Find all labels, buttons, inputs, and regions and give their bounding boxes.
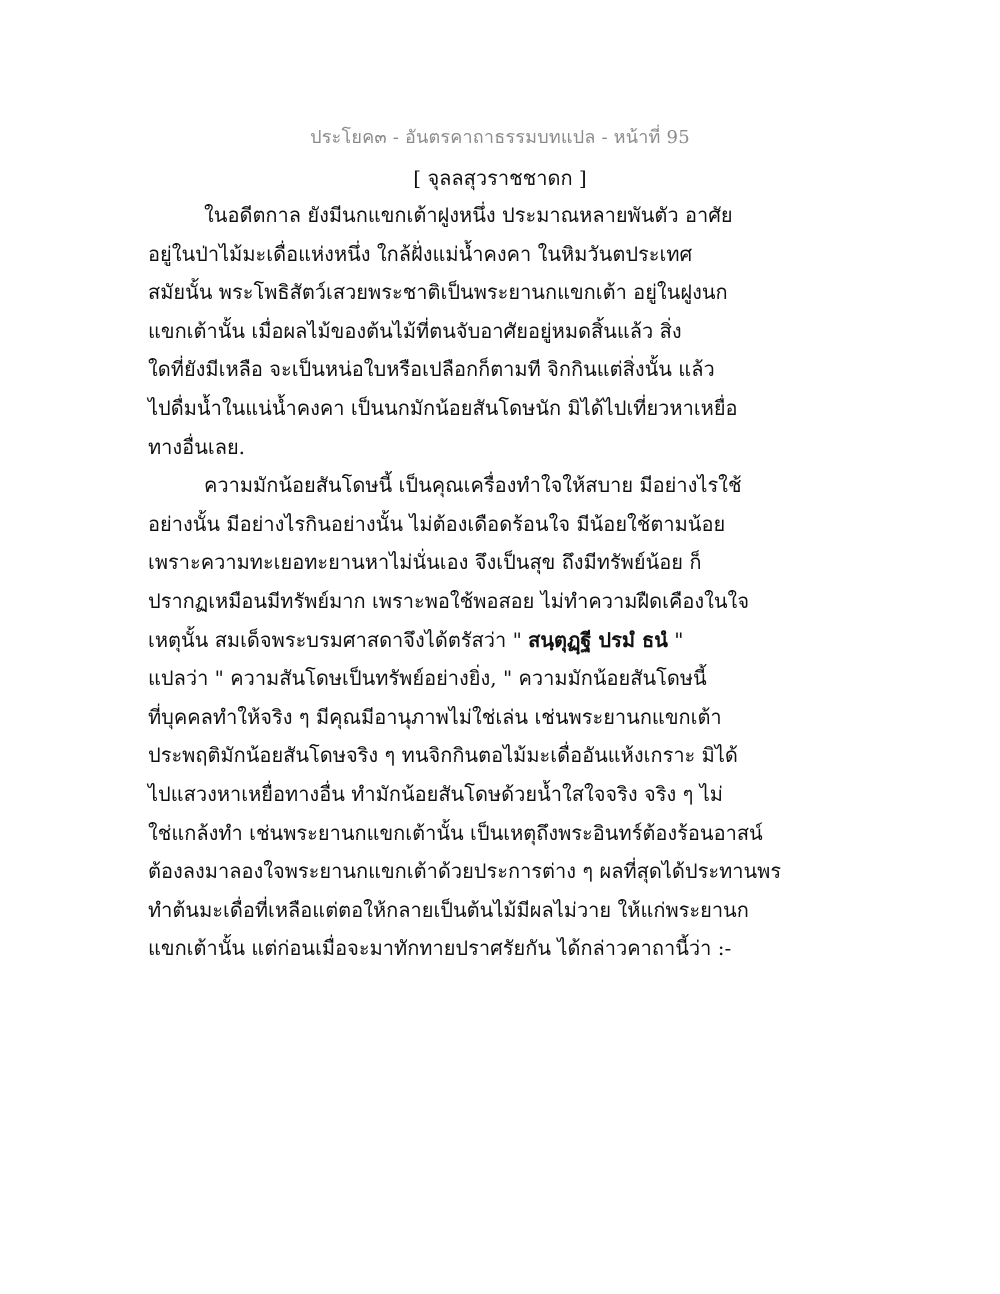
text-line: เพราะความทะเยอทะยานหาไม่นั่นเอง จึงเป็นสุข ถึงมีทรัพย์น้อย ก็ bbox=[148, 550, 702, 575]
text-line: แปลว่า " ความสันโดษเป็นทรัพย์อย่างยิ่ง, " ความมักน้อยสันโดษนี้ bbox=[148, 666, 707, 691]
body-text bbox=[148, 196, 848, 968]
quote-lead: เหตุนั้น สมเด็จพระบรมศาสดาจึงได้ตรัสว่า " bbox=[148, 627, 529, 652]
text-line: ในอดีตกาล ยังมีนกแขกเต้าฝูงหนึ่ง ประมาณหลายพันตัว อาศัย bbox=[204, 203, 733, 227]
text-line: สมัยนั้น พระโพธิสัตว์เสวยพระชาติเป็นพระยานกแขกเต้า อยู่ในฝูงนก bbox=[148, 280, 728, 305]
paragraph-1 bbox=[148, 196, 848, 466]
text-line: ประพฤติมักน้อยสันโดษจริง ๆ ทนจิกกินตอไม้มะเดื่ออันแห้งเกราะ มิได้ bbox=[148, 743, 738, 768]
paragraph-2 bbox=[148, 466, 848, 968]
text-line: อยู่ในป่าไม้มะเดื่อแห่งหนึ่ง ใกล้ฝั่งแม่น้ำคงคา ในหิมวันตประเทศ bbox=[148, 241, 693, 266]
text-line: ไปแสวงหาเหยื่อทางอื่น ทำมักน้อยสันโดษด้วยน้ำใสใจจริง จริง ๆ ไม่ bbox=[148, 781, 723, 806]
text-line: ที่บุคคลทำให้จริง ๆ มีคุณมีอานุภาพไม่ใช่เล่น เช่นพระยานกแขกเต้า bbox=[148, 704, 722, 729]
text-line: ใช่แกล้งทำ เช่นพระยานกแขกเต้านั้น เป็นเหตุถึงพระอินทร์ต้องร้อนอาสน์ bbox=[148, 820, 763, 845]
pali-quote: สนฺตุฏฺฐี ปรมํ ธนํ bbox=[528, 627, 668, 652]
quote-tail: " bbox=[667, 627, 684, 652]
text-line: อย่างนั้น มีอย่างไรกินอย่างนั้น ไม่ต้องเดือดร้อนใจ มีน้อยใช้ตามน้อย bbox=[148, 511, 726, 536]
running-header: ประโยค๓ - อันตรคาถาธรรมบทแปล - หน้าที่ 95 bbox=[310, 127, 690, 148]
quote-line bbox=[148, 621, 848, 660]
text-line: ต้องลงมาลองใจพระยานกแขกเต้าด้วยประการต่าง ๆ ผลที่สุดได้ประทานพร bbox=[148, 859, 782, 884]
text-line: ใดที่ยังมีเหลือ จะเป็นหน่อใบหรือเปลือกก็ตามที จิกกินแต่สิ่งนั้น แล้ว bbox=[148, 357, 715, 382]
text-line: ทางอื่นเลย. bbox=[148, 434, 246, 459]
text-line: แขกเต้านั้น แต่ก่อนเมื่อจะมาทักทายปราศรัยกัน ได้กล่าวคาถานี้ว่า :- bbox=[148, 936, 732, 961]
story-title: [ จุลลสุวราชชาดก ] bbox=[413, 166, 587, 190]
text-line: ปรากฏเหมือนมีทรัพย์มาก เพราะพอใช้พอสอย ไม่ทำความฝืดเคืองในใจ bbox=[148, 588, 750, 613]
text-line: แขกเต้านั้น เมื่อผลไม้ของต้นไม้ที่ตนจับอาศัยอยู่หมดสิ้นแล้ว สิ่ง bbox=[148, 318, 682, 343]
text-line: ทำต้นมะเดื่อที่เหลือแต่ตอให้กลายเป็นต้นไม้มีผลไม่วาย ให้แก่พระยานก bbox=[148, 897, 749, 922]
text-line: ไปดื่มน้ำในแน่น้ำคงคา เป็นนกมักน้อยสันโดษนัก มิได้ไปเที่ยวหาเหยื่อ bbox=[148, 395, 738, 420]
text-line: ความมักน้อยสันโดษนี้ เป็นคุณเครื่องทำใจให้สบาย มีอย่างไรใช้ bbox=[204, 473, 742, 498]
